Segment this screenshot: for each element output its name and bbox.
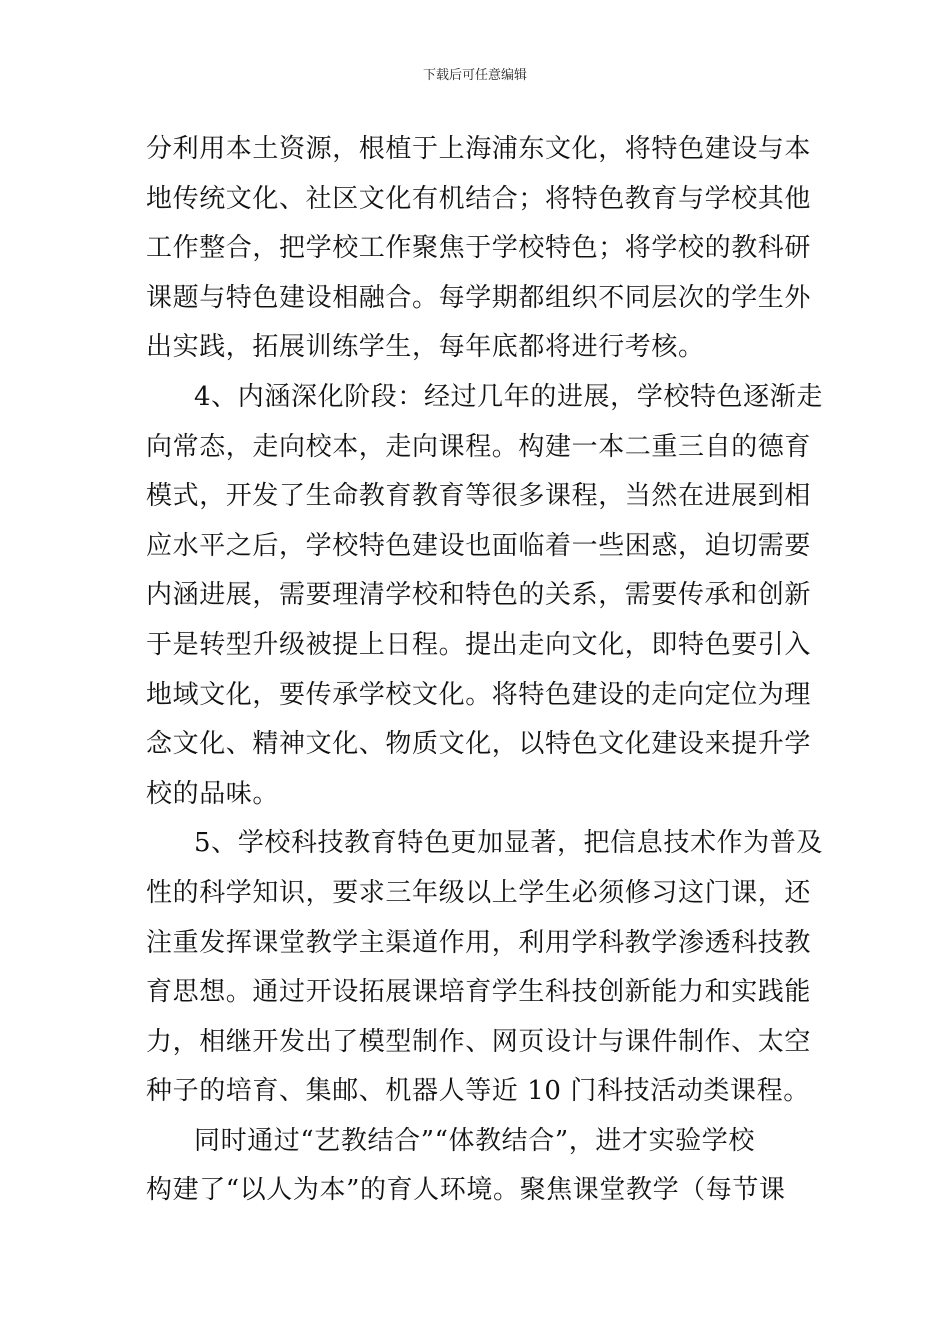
text-line: 出实践，拓展训练学生，每年底都将进行考核。 bbox=[146, 332, 705, 363]
text-line: 同时通过“艺教结合”“体教结合”，进才实验学校 bbox=[194, 1125, 755, 1156]
text-line: 力，相继开发出了模型制作、网页设计与课件制作、太空 bbox=[146, 1026, 812, 1057]
text-line: 课题与特色建设相融合。每学期都组织不同层次的学生外 bbox=[146, 282, 812, 313]
text-line: 地传统文化、社区文化有机结合；将特色教育与学校其他 bbox=[146, 183, 812, 214]
text-line: 念文化、精神文化、物质文化，以特色文化建设来提升学 bbox=[146, 729, 812, 760]
text-line: 5、学校科技教育特色更加显著，把信息技术作为普及 bbox=[194, 828, 823, 859]
text-line: 向常态，走向校本，走向课程。构建一本二重三自的德育 bbox=[146, 431, 812, 462]
text-line: 校的品味。 bbox=[146, 778, 280, 809]
text-line: 种子的培育、集邮、机器人等近 10 门科技活动类课程。 bbox=[146, 1076, 810, 1107]
text-line: 构建了“以人为本”的育人环境。聚焦课堂教学（每节课 bbox=[146, 1175, 786, 1206]
text-line: 工作整合，把学校工作聚焦于学校特色；将学校的教科研 bbox=[146, 233, 812, 264]
paragraph-stage-4 bbox=[146, 373, 823, 819]
text-line: 模式，开发了生命教育教育等很多课程，当然在进展到相 bbox=[146, 481, 812, 512]
text-line: 育思想。通过开设拓展课培育学生科技创新能力和实践能 bbox=[146, 977, 812, 1008]
document-body bbox=[146, 125, 823, 1216]
text-line: 注重发挥课堂教学主渠道作用，利用学科教学渗透科技教 bbox=[146, 927, 812, 958]
text-line: 于是转型升级被提上日程。提出走向文化，即特色要引入 bbox=[146, 629, 812, 660]
text-line: 应水平之后，学校特色建设也面临着一些困惑，迫切需要 bbox=[146, 530, 812, 561]
text-line: 分利用本土资源，根植于上海浦东文化，将特色建设与本 bbox=[146, 134, 812, 164]
paragraph-continuation bbox=[146, 125, 812, 373]
text-line: 性的科学知识，要求三年级以上学生必须修习这门课，还 bbox=[146, 877, 812, 908]
page-header: 下载后可任意编辑 bbox=[422, 68, 527, 83]
text-line: 4、内涵深化阶段：经过几年的进展，学校特色逐渐走 bbox=[194, 381, 823, 412]
paragraph-point-5 bbox=[146, 819, 823, 1117]
text-line: 地域文化，要传承学校文化。将特色建设的走向定位为理 bbox=[146, 679, 812, 710]
text-line: 内涵进展，需要理清学校和特色的关系，需要传承和创新 bbox=[146, 580, 812, 611]
paragraph-meanwhile bbox=[146, 1117, 806, 1216]
